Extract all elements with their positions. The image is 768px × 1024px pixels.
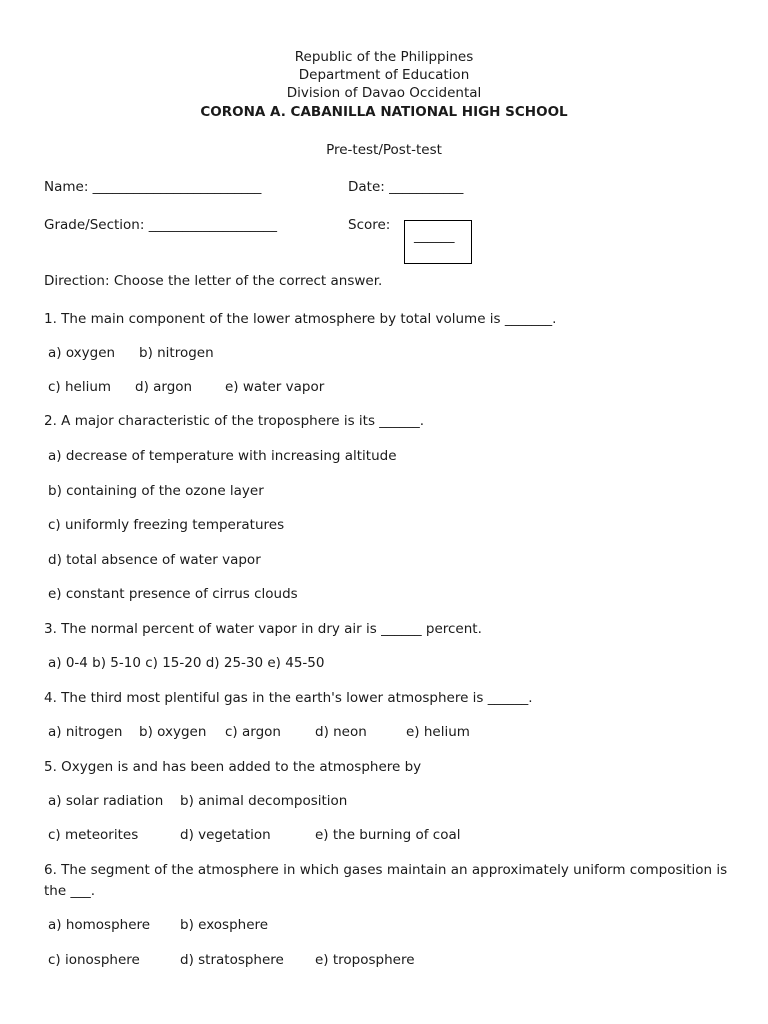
q1-option-d[interactable]: d) argon [135, 379, 193, 395]
q1-option-c[interactable]: c) helium [48, 379, 112, 395]
q6-option-d[interactable]: d) stratosphere [180, 952, 284, 968]
header-republic: Republic of the Philippines [294, 49, 474, 65]
q6-option-c[interactable]: c) ionosphere [48, 952, 140, 968]
q6-option-a[interactable]: a) homosphere [48, 917, 151, 933]
q4-option-c[interactable]: c) argon [225, 724, 281, 740]
question-3: 3. The normal percent of water vapor in dry air is ______ percent. [44, 621, 482, 637]
test-type-title: Pre-test/Post-test [326, 142, 442, 158]
q5-option-b[interactable]: b) animal decomposition [180, 793, 348, 809]
q1-option-a[interactable]: a) oxygen [48, 345, 116, 361]
q1-option-b[interactable]: b) nitrogen [139, 345, 214, 361]
score-label: Score: [348, 217, 391, 233]
header-department: Department of Education [298, 67, 470, 83]
question-5: 5. Oxygen is and has been added to the atmosphere by [44, 759, 422, 775]
q4-option-e[interactable]: e) helium [406, 724, 470, 740]
q2-option-e[interactable]: e) constant presence of cirrus clouds [48, 586, 298, 602]
question-4: 4. The third most plentiful gas in the earth's lower atmosphere is ______. [44, 690, 533, 706]
q4-option-b[interactable]: b) oxygen [139, 724, 207, 740]
q2-option-a[interactable]: a) decrease of temperature with increasing altitude [48, 448, 397, 464]
q1-option-e[interactable]: e) water vapor [225, 379, 325, 395]
q6-option-b[interactable]: b) exosphere [180, 917, 269, 933]
direction-text: Direction: Choose the letter of the correct answer. [44, 273, 383, 289]
question-6-line-2: the ___. [44, 883, 95, 899]
q3-options[interactable]: a) 0-4 b) 5-10 c) 15-20 d) 25-30 e) 45-50 [48, 655, 325, 671]
name-field[interactable]: Name: _________________________ [44, 179, 262, 195]
q2-option-b[interactable]: b) containing of the ozone layer [48, 483, 264, 499]
header-division: Division of Davao Occidental [286, 85, 482, 101]
grade-section-field[interactable]: Grade/Section: ___________________ [44, 217, 277, 233]
score-box[interactable] [404, 220, 472, 264]
q4-option-d[interactable]: d) neon [315, 724, 367, 740]
score-blank: ______ [414, 228, 455, 244]
date-field[interactable]: Date: ___________ [348, 179, 464, 195]
q5-option-e[interactable]: e) the burning of coal [315, 827, 461, 843]
q2-option-c[interactable]: c) uniformly freezing temperatures [48, 517, 285, 533]
school-name: CORONA A. CABANILLA NATIONAL HIGH SCHOOL [200, 104, 568, 120]
q5-option-d[interactable]: d) vegetation [180, 827, 271, 843]
question-1: 1. The main component of the lower atmosphere by total volume is _______. [44, 311, 557, 327]
question-2: 2. A major characteristic of the troposphere is its ______. [44, 413, 425, 429]
q4-option-a[interactable]: a) nitrogen [48, 724, 123, 740]
q6-option-e[interactable]: e) troposphere [315, 952, 415, 968]
question-6-line-1: 6. The segment of the atmosphere in which gases maintain an approximately uniform composition is [44, 862, 728, 878]
q5-option-c[interactable]: c) meteorites [48, 827, 139, 843]
q2-option-d[interactable]: d) total absence of water vapor [48, 552, 261, 568]
q5-option-a[interactable]: a) solar radiation [48, 793, 164, 809]
